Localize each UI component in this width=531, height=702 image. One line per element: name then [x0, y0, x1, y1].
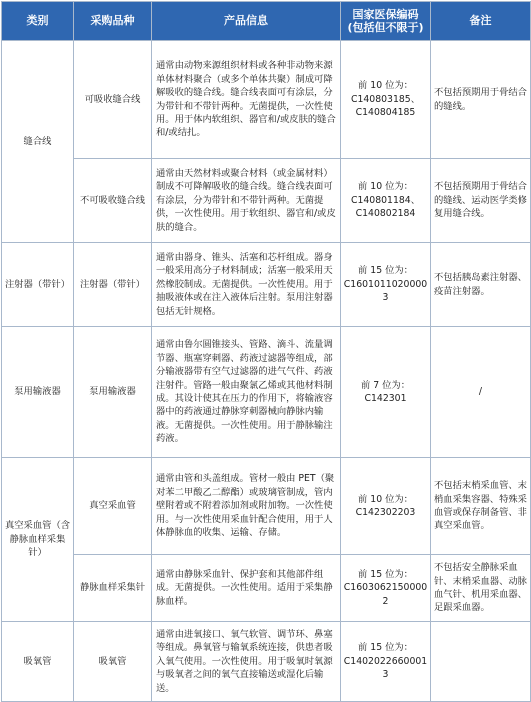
code-line: C140802184: [355, 208, 416, 220]
category-cell: 真空采血管（含静脉血样采集针）: [2, 458, 74, 622]
code-line: 前 15 位为：: [358, 642, 413, 654]
code-line: C16030621500002: [343, 582, 428, 607]
table-row: [2, 622, 531, 702]
product-info-cell: 通常由管和头盖组成。管材一般由 PET（聚对苯二甲酸乙二醇酯）或玻璃管制成，管内壁附着或不附着添加剂或附加物。一次性使用。与一次性使用采血针配合使用，用于人体静脉血的收集、运输、存储。: [152, 458, 341, 555]
header-product-info: 产品信息: [152, 2, 341, 41]
table-row: [2, 159, 531, 243]
note-cell: 不包括末梢采血管、末梢血采集容器、特殊采血管或保存制备管、非真空采血管。: [431, 458, 531, 555]
code-line: C14020226600013: [343, 655, 428, 681]
code-line: C140801184、: [350, 194, 421, 206]
product-info-cell: 通常由动物来源组织材料或各种非动物来源单体材料聚合（或多个单体共聚）制成可降解吸收的缝合线。缝合线表面可有涂层，分为带针和不带针两种。无菌提供，一次性使用。用于体内软组织、器官和/或皮肤的缝合和/或结扎。: [152, 41, 341, 159]
code-line: C142301: [364, 393, 407, 404]
code-line: C142302203: [355, 507, 416, 518]
medical-code-cell: [341, 243, 431, 327]
note-cell: [431, 622, 531, 702]
product-info-cell: 通常由鲁尔圆锥接头、管路、滴斗、流量调节器、瓶塞穿刺器、药液过滤器等组成，部分输液器带有空气过滤器的进气气件、药液注射件。管路一般由聚氯乙烯或其他材料制成。其设计使其在压力的作用下，将输液容器中的药液通过静脉穿刺器械向静脉内输液。无菌提供。一次性使用。用于静脉输注药液。: [152, 327, 341, 458]
code-line: 前 10 位为：: [358, 80, 413, 92]
variety-cell: 静脉血样采集针: [74, 555, 152, 622]
medical-code-cell: [341, 159, 431, 243]
table-row: [2, 243, 531, 327]
table-row: [2, 458, 531, 555]
medical-code-cell: [341, 622, 431, 702]
header-note: 备注: [431, 2, 531, 41]
code-line: 前 7 位为：: [360, 379, 410, 391]
note-cell: 不包括预期用于骨结合的缝线、运动医学类修复用缝合线。: [431, 159, 531, 243]
medical-code-cell: [341, 327, 431, 458]
medical-code-cell: [341, 555, 431, 622]
note-cell: 不包括安全静脉采血针、末梢采血器、动脉血气针、机用采血器、足跟采血器。: [431, 555, 531, 622]
code-line: 前 15 位为：: [358, 265, 413, 277]
variety-cell: 注射器（带针）: [74, 243, 152, 327]
product-info-cell: 通常由器身、锥头、活塞和芯杆组成。器身一般采用高分子材料制成；活塞一般采用天然橡胶制成。无菌提供。一次性使用。用于抽吸液体或在注入液体后注射。泵用注射器包括无针规格。: [152, 243, 341, 327]
category-cell: 泵用输液器: [2, 327, 74, 458]
code-line: C140804185: [355, 107, 416, 119]
medical-code-cell: [341, 41, 431, 159]
medical-code-cell: [341, 458, 431, 555]
procurement-table: [1, 1, 531, 702]
variety-cell: 真空采血管: [74, 458, 152, 555]
note-cell: /: [431, 327, 531, 458]
variety-cell: 不可吸收缝合线: [74, 159, 152, 243]
code-line: C16010110200003: [343, 278, 428, 304]
header-medical-code: 国家医保编码 (包括但不限于): [341, 2, 431, 41]
category-cell: 吸氧管: [2, 622, 74, 702]
code-line: 前 15 位为：: [358, 568, 413, 580]
variety-cell: 泵用输液器: [74, 327, 152, 458]
code-line: 前 10 位为：: [358, 181, 413, 193]
product-info-cell: 通常由进氧接口、氧气软管、调节环、鼻塞等组成。鼻氧管与输氧系统连接，供患者吸入氧气使用。一次性使用。用于吸氧时氧源与吸氧者之间的氧气直接输送或湿化后输送。: [152, 622, 341, 702]
note-cell: 不包括胰岛素注射器、疫苗注射器。: [431, 243, 531, 327]
variety-cell: 可吸收缝合线: [74, 41, 152, 159]
category-cell: 注射器（带针）: [2, 243, 74, 327]
code-line: 前 10 位为：: [358, 493, 413, 505]
header-category: 类别: [2, 2, 74, 41]
category-cell: 缝合线: [2, 41, 74, 243]
header-variety: 采购品种: [74, 2, 152, 41]
table-header-row: [2, 2, 531, 41]
note-cell: 不包括预期用于骨结合的缝线。: [431, 41, 531, 159]
variety-cell: 吸氧管: [74, 622, 152, 702]
product-info-cell: 通常由静脉采血针、保护套和其他部件组成。无菌提供。一次性使用。适用于采集静脉血样。: [152, 555, 341, 622]
table-row: [2, 327, 531, 458]
table-row: [2, 555, 531, 622]
code-line: C140803185、: [350, 93, 421, 105]
product-info-cell: 通常由天然材料或聚合材料（或金属材料）制成不可降解吸收的缝合线。缝合线表面可有涂层，分为带针和不带针两种。无菌提供，一次性使用。用于软组织、器官和/或皮肤的缝合。: [152, 159, 341, 243]
table-row: [2, 41, 531, 159]
